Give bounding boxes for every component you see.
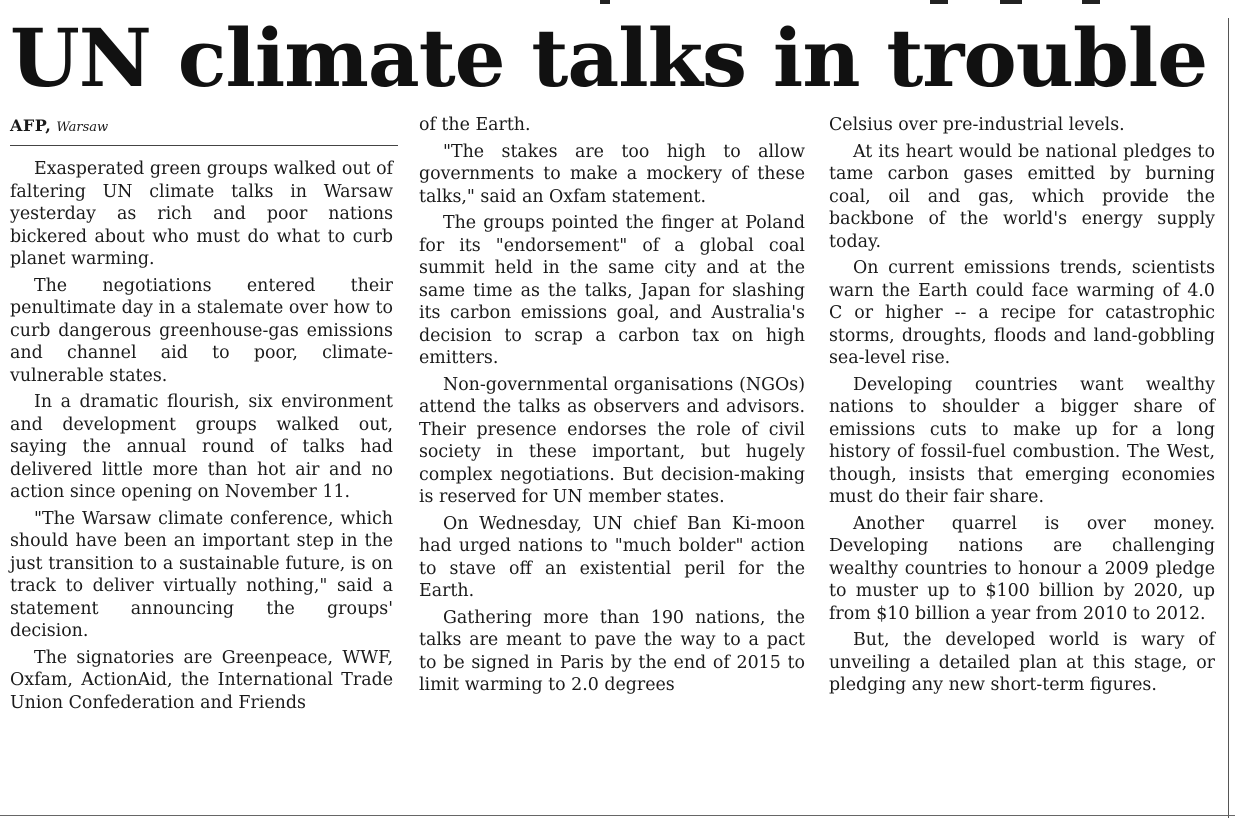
paragraph: In a dramatic flourish, six environment and development groups walked out, saying the annual round of talks had delivered little more than hot air and no action since opening on November 11. [10, 392, 393, 502]
byline-location: Warsaw [56, 120, 109, 135]
paragraph-continued: of the Earth. [419, 115, 531, 135]
byline-agency: AFP, [10, 116, 52, 135]
byline [10, 114, 393, 137]
bottom-rule [0, 815, 1235, 816]
paragraph: Another quarrel is over money. Developing nations are challenging wealthy countries to honour a 2009 pledge to muster up to $100 billion by 2020, up from $10 billion a year from 2010 to 2012. [829, 513, 1215, 624]
column-rule [1228, 18, 1229, 818]
byline-rule [10, 145, 398, 146]
paragraph: Gathering more than 190 nations, the talks are meant to pave the way to a pact to be signed in Paris by the end of 2015 to limit warming to 2.0 degrees [419, 607, 805, 695]
article-column-3 [829, 114, 1215, 701]
paragraph: The groups pointed the finger at Poland for its "endorsement" of a global coal summit held in the same city and at the same time as the talks, Japan for slashing its carbon emissions goal, and Australia's decision to scrap a carbon tax on high emitters. [419, 213, 805, 368]
paragraph: "The Warsaw climate conference, which should have been an important step in the just transition to a sustainable future, is on track to deliver virtually nothing," said a statement announcing the groups' decision. [10, 508, 393, 641]
paragraph-continued: Celsius over pre-industrial levels. [829, 115, 1125, 135]
paragraph: On current emissions trends, scientists warn the Earth could face warming of 4.0 C or higher -- a recipe for catastrophic storms, droughts, floods and land-gobbling sea-level rise. [829, 258, 1215, 368]
paragraph: Exasperated green groups walked out of faltering UN climate talks in Warsaw yesterday as rich and poor nations bickered about who must do what to curb planet warming. [10, 159, 393, 269]
article-column-2 [419, 114, 805, 701]
headline: UN climate talks in trouble [10, 11, 1208, 105]
article-column-1 [10, 114, 393, 718]
paragraph: The negotiations entered their penultimate day in a stalemate over how to curb dangerous greenhouse-gas emissions and channel aid to poor, climate-vulnerable states. [10, 275, 393, 386]
paragraph: But, the developed world is wary of unveiling a detailed plan at this stage, or pledging any new short-term figures. [829, 630, 1215, 695]
paragraph: At its heart would be national pledges to tame carbon gases emitted by burning coal, oil and gas, which provide the backbone of the world's energy supply today. [829, 141, 1215, 252]
paragraph: Non-governmental organisations (NGOs) attend the talks as observers and advisors. Their presence endorses the role of civil society in these important, but hugely complex negotiations. But decision-making is reserved for UN member states. [419, 374, 805, 507]
paragraph: The signatories are Greenpeace, WWF, Oxfam, ActionAid, the International Trade Union Confederation and Friends [10, 647, 393, 713]
paragraph: "The stakes are too high to allow governments to make a mockery of these talks," said an Oxfam statement. [419, 141, 805, 207]
paragraph: Developing countries want wealthy nations to shoulder a bigger share of emissions cuts to make up for a long history of fossil-fuel combustion. The West, though, insists that emerging economies must do their fair share. [829, 374, 1215, 507]
paragraph: On Wednesday, UN chief Ban Ki-moon had urged nations to "much bolder" action to stave off an existential peril for the Earth. [419, 513, 805, 601]
